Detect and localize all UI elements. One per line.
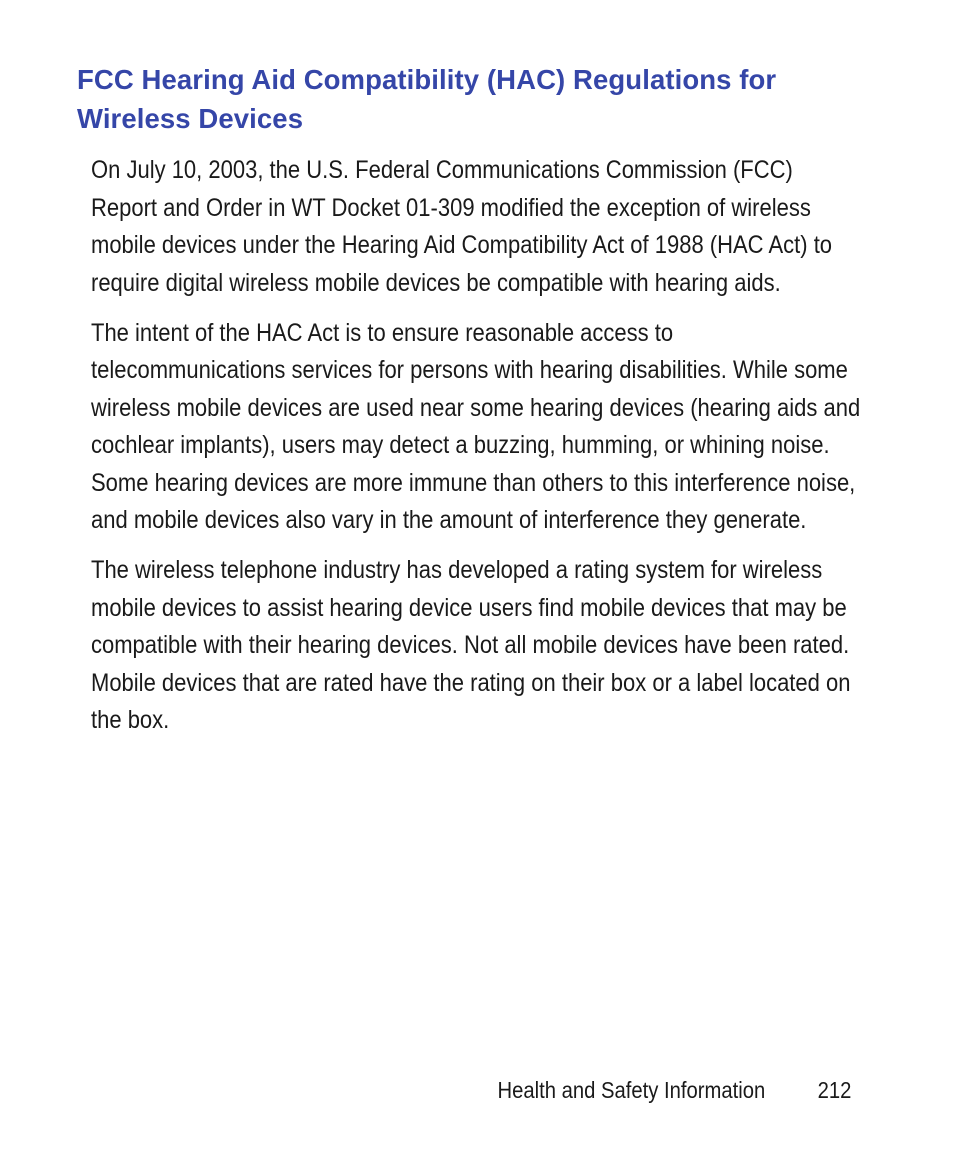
paragraph-rating-system: The wireless telephone industry has developed a rating system for wireless mobile devices to assist hearing device users find mobile devices that may be compatible with their hearing devices. Not all mobile devices have been rated. Mobile devices that are rated have the rating on their box or a label located on the box.: [91, 556, 851, 734]
page-footer: [0, 1074, 954, 1106]
footer-section-title: Health and Safety Information: [497, 1077, 765, 1103]
body-text: [91, 152, 861, 752]
section-heading: FCC Hearing Aid Compatibility (HAC) Regulations for Wireless Devices: [77, 64, 777, 134]
page-number: 212: [817, 1077, 851, 1103]
paragraph-fcc-order: On July 10, 2003, the U.S. Federal Communications Commission (FCC) Report and Order in WT Docket 01-309 modified the exception of wireless mobile devices under the Hearing Aid Compatibility Act of 1988 (HAC Act) to require digital wireless mobile devices be compatible with hearing aids.: [91, 156, 833, 297]
paragraph-hac-intent: The intent of the HAC Act is to ensure reasonable access to telecommunications services for persons with hearing disabilities. While some wireless mobile devices are used near some hearing devices (hearing aids and cochlear implants), users may detect a buzzing, humming, or whining noise. Some hearing devices are more immune than others to this interference noise, and mobile devices also vary in the amount of interference they generate.: [91, 318, 861, 534]
